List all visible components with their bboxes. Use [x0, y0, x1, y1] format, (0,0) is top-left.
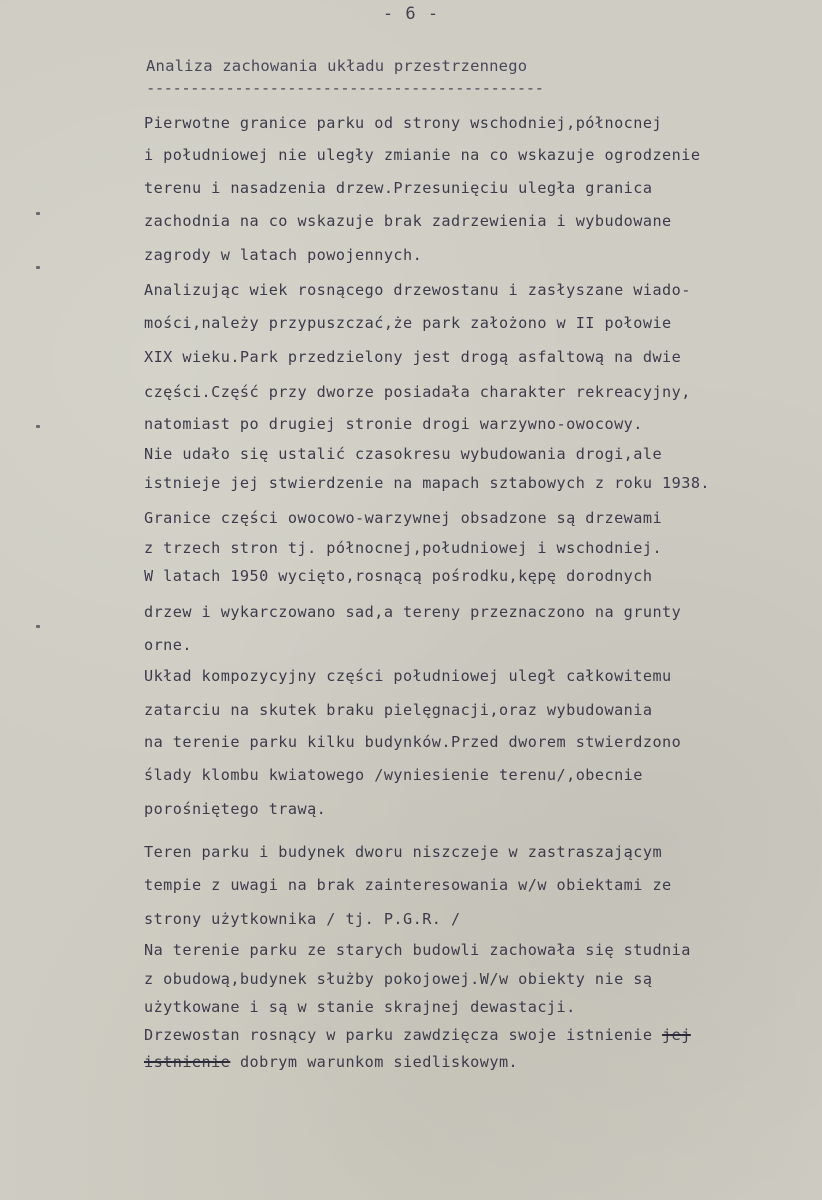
text-line: tempie z uwagi na brak zainteresowania w/w obiektami ze: [144, 876, 672, 894]
text-line: XIX wieku.Park przedzielony jest drogą asfaltową na dwie: [144, 348, 682, 366]
text-line: strony użytkownika / tj. P.G.R. /: [144, 910, 461, 928]
text-line: z obudową,budynek służby pokojowej.W/w obiekty nie są: [144, 970, 653, 988]
text-line: zatarciu na skutek braku pielęgnacji,oraz wybudowania: [144, 701, 653, 719]
text-line: Pierwotne granice parku od strony wschodniej,północnej: [144, 114, 663, 132]
text-line: na terenie parku kilku budynków.Przed dworem stwierdzono: [144, 733, 682, 751]
page-number: - 6 -: [382, 4, 440, 24]
text-line: natomiast po drugiej stronie drogi warzywno-owocowy.: [144, 415, 643, 433]
text-line: terenu i nasadzenia drzew.Przesunięciu uległa granica: [144, 179, 653, 197]
text-segment: Drzewostan rosnący w parku zawdzięcza swoje istnienie: [144, 1026, 653, 1044]
text-line: zachodnia na co wskazuje brak zadrzewienia i wybudowane: [144, 212, 672, 230]
margin-dot: [36, 625, 40, 628]
struck-word: istnienie: [144, 1053, 231, 1071]
margin-dot: [36, 425, 40, 428]
text-line: Na terenie parku ze starych budowli zachowała się studnia: [144, 941, 691, 959]
text-line: użytkowane i są w stanie skrajnej dewastacji.: [144, 998, 576, 1016]
text-line: drzew i wykarczowano sad,a tereny przeznaczono na grunty: [144, 603, 682, 621]
text-line: W latach 1950 wycięto,rosnącą pośrodku,kępę dorodnych: [144, 567, 653, 585]
heading-underline: ---------------------------------------------: [146, 79, 544, 97]
text-line: ślady klombu kwiatowego /wyniesienie terenu/,obecnie: [144, 766, 643, 784]
text-segment: dobrym warunkom siedliskowym.: [239, 1053, 519, 1071]
text-line: z trzech stron tj. północnej,południowej i wschodniej.: [144, 539, 663, 557]
section-heading: Analiza zachowania układu przestrzennego: [146, 57, 528, 75]
text-line: i południowej nie uległy zmianie na co wskazuje ogrodzenie: [144, 146, 701, 164]
text-line: Analizując wiek rosnącego drzewostanu i zasłyszane wiado-: [144, 281, 691, 299]
struck-word: jej: [662, 1026, 691, 1044]
margin-dot: [36, 212, 40, 215]
text-line: Układ kompozycyjny części południowej uległ całkowitemu: [144, 667, 672, 685]
text-line: Teren parku i budynek dworu niszczeje w zastraszającym: [144, 843, 663, 861]
text-line: orne.: [144, 636, 192, 654]
text-line: zagrody w latach powojennych.: [144, 246, 423, 264]
text-line: Nie udało się ustalić czasokresu wybudowania drogi,ale: [144, 445, 663, 463]
text-line-with-correction: [144, 1053, 518, 1071]
text-line: istnieje jej stwierdzenie na mapach sztabowych z roku 1938.: [144, 474, 711, 492]
margin-dot: [36, 266, 40, 269]
text-line: porośniętego trawą.: [144, 800, 327, 818]
text-line-with-correction: [144, 1026, 691, 1044]
text-line: mości,należy przypuszczać,że park założono w II połowie: [144, 314, 672, 332]
text-line: części.Część przy dworze posiadała charakter rekreacyjny,: [144, 383, 691, 401]
text-line: Granice części owocowo-warzywnej obsadzone są drzewami: [144, 509, 663, 527]
